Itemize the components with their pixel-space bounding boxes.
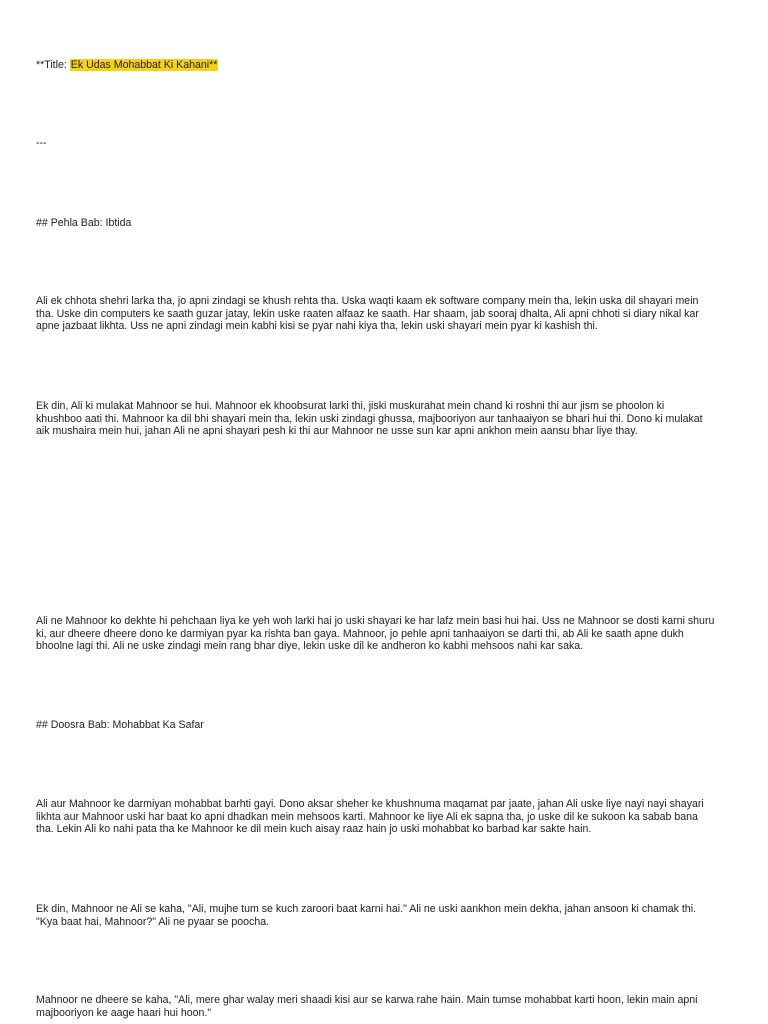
paragraph-line: Ali ek chhota shehri larka tha, jo apni zindagi se khush rehta tha. Uska waqti kaam ek software company mein tha, lekin uska dil shayari mein	[36, 295, 699, 307]
paragraph-line: Mahnoor ne dheere se kaha, "Ali, mere ghar walay meri shaadi kisi aur se karwa rahe hain. Main tumse mohabbat karti hoon, lekin main apni	[36, 994, 698, 1006]
paragraph-line: tha. Lekin Ali ko nahi pata tha ke Mahnoor ke dil mein kuch aisay raaz hain jo uski mohabbat ko barbad kar sakte hain.	[36, 823, 592, 836]
document-title-line	[36, 59, 736, 72]
paragraph-6	[36, 994, 736, 1019]
paragraph-line: Ek din, Ali ki mulakat Mahnoor se hui. Mahnoor ek khoobsurat larki thi, jiski muskurahat mein chand ki roshni thi aur jism se phoolon ki	[36, 400, 665, 412]
chapter-1-heading: ## Pehla Bab: Ibtida	[36, 217, 132, 229]
paragraph-2	[36, 400, 736, 438]
paragraph-line: "Kya baat hai, Mahnoor?" Ali ne pyaar se poocha.	[36, 915, 270, 928]
paragraph-line: Ali ne Mahnoor ko dekhte hi pehchaan liya ke yeh woh larki hai jo uski shayari ke har lafz mein basi hui hai. Uss ne Mahnoor se dosti karni shuru	[36, 615, 715, 627]
paragraph-line: khushboo aati thi. Mahnoor ka dil bhi shayari mein tha, lekin uski zindagi ghussa, majbooriyon aur tanhaaiyon se bhari hui thi. Dono ki mulakat	[36, 412, 703, 425]
paragraph-5	[36, 903, 736, 928]
chapter-2-heading: ## Doosra Bab: Mohabbat Ka Safar	[36, 719, 204, 731]
paragraph-1	[36, 295, 736, 333]
paragraph-line: apne jazbaat likhta. Uss ne apni zindagi mein kabhi kisi se pyar nahi kiya tha, lekin uski shayari mein pyar ki kashish thi.	[36, 320, 598, 333]
paragraph-line: Ek din, Mahnoor ne Ali se kaha, "Ali, mujhe tum se kuch zaroori baat karni hai." Ali ne uski aankhon mein dekha, jahan ansoon ki chamak thi.	[36, 903, 696, 915]
paragraph-line: likhta aur Mahnoor uski har baat ko apni dhadkan mein mehsoos karti. Mahnoor ke liye Ali ek sapna tha, jo uske dil ke sukoon ka sabab bana	[36, 810, 698, 823]
paragraph-3	[36, 615, 736, 653]
paragraph-line: majbooriyon ke aage haari hui hoon."	[36, 1006, 212, 1019]
paragraph-line: tha. Uske din computers ke saath guzar jatay, lekin uske raaten alfaaz ke saath. Har shaam, jab sooraj dhalta, Ali apni chhoti si diary nikal kar	[36, 307, 699, 320]
title-prefix: **Title:	[36, 59, 70, 71]
separator-line: ---	[36, 137, 47, 149]
title-highlighted-text: Ek Udas Mohabbat Ki Kahani**	[70, 59, 218, 71]
paragraph-line: Ali aur Mahnoor ke darmiyan mohabbat barhti gayi. Dono aksar sheher ke khushnuma maqamat par jaate, jahan Ali uske liye nayi nayi shayari	[36, 798, 704, 810]
paragraph-line: aik mushaira mein hui, jahan Ali ne apni shayari pesh ki thi aur Mahnoor ne usse sun kar apni ankhon mein aansu bhar liye thay.	[36, 425, 638, 438]
paragraph-line: bhoolne lagi thi. Ali ne uske zindagi mein rang bhar diye, lekin uske dil ke andheron ko kabhi mehsoos nahi kar saka.	[36, 640, 584, 653]
paragraph-4	[36, 798, 736, 836]
paragraph-line: ki, aur dheere dheere dono ke darmiyan pyar ka rishta ban gaya. Mahnoor, jo pehle apni tanhaaiyon se darti thi, ab Ali ke saath apne dukh	[36, 627, 684, 640]
